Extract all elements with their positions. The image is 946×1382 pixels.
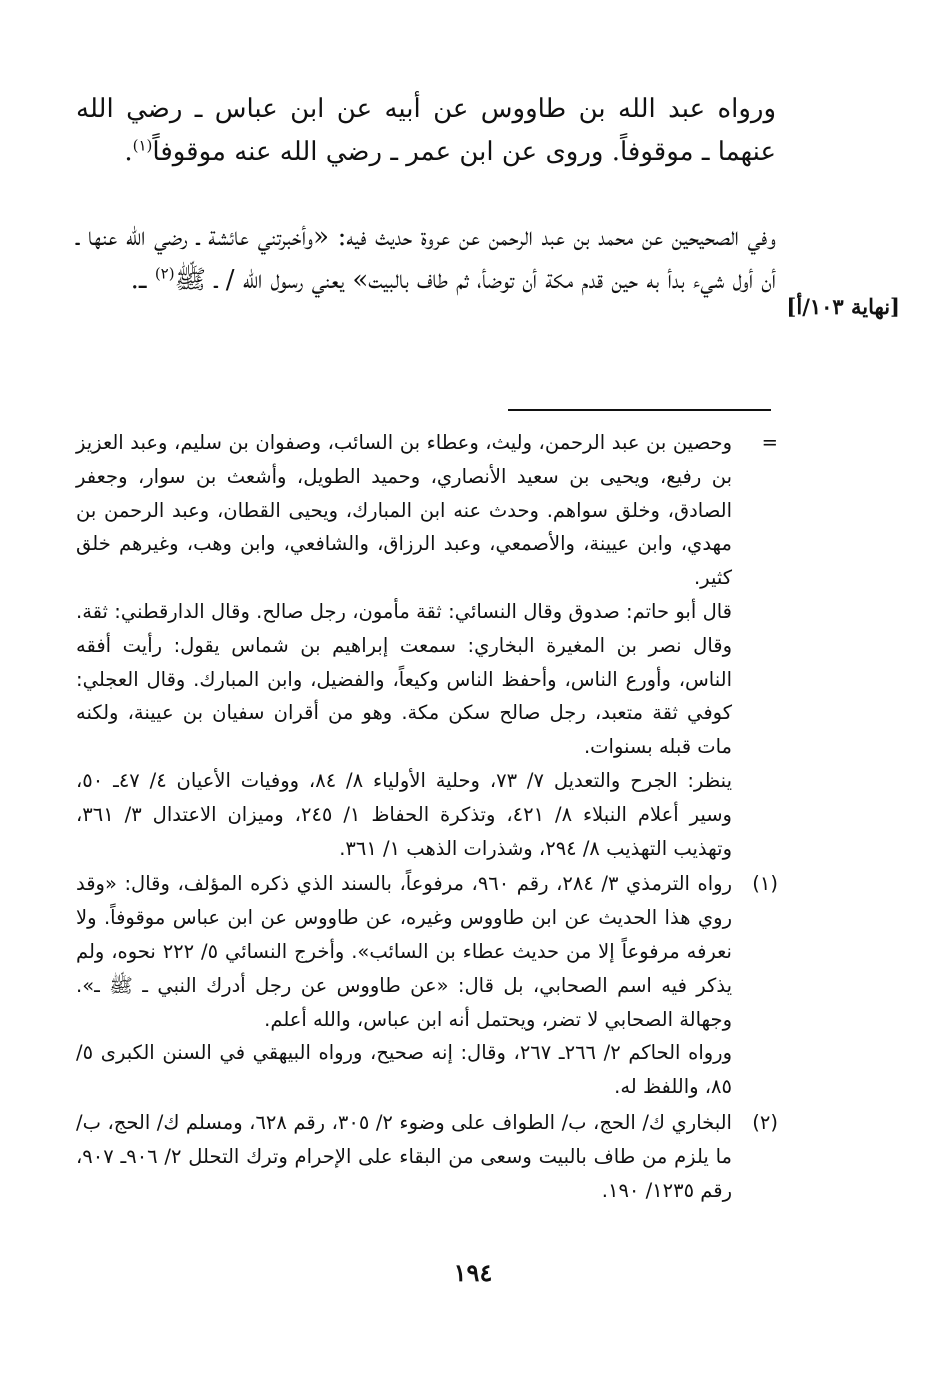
main-paragraph-2-end: ـ.: [130, 265, 155, 295]
margin-note: [نهاية ١٠٣/أ]: [786, 294, 900, 319]
main-paragraph-2: [76, 216, 776, 302]
footnote-ref-2[interactable]: (٢): [154, 264, 175, 283]
main-paragraph-1-text: ورواه عبد الله بن طاووس عن أبيه عن ابن عباس ـ رضي الله عنهما ـ موقوفاً. وروى عن ابن عمر ـ رضي الله عنه موقوفاً: [76, 94, 776, 167]
footnote-paragraph: رواه الترمذي ٣/ ٢٨٤، رقم ٩٦٠، مرفوعاً، بالسند الذي ذكره المؤلف، وقال: «وقد روي هذا الحديث عن ابن طاووس وغيره، عن طاووس عن ابن عباس موقوفاً. ولا نعرفه مرفوعاً إلا من حديث عطاء بن السائب». وأخرج النسائي ٥/ ٢٢٢ نحوه، ولم يذكر فيه اسم الصحابي، بل قال: «عن طاووس عن رجل أدرك النبي ـ ﷺ ـ». وجهالة الصحابي لا تضر، ويحتمل أنه ابن عباس، والله أعلم.: [76, 872, 732, 1031]
footnote-paragraph: البخاري ك/ الحج، ب/ الطواف على وضوء ٢/ ٣٠٥، رقم ٦٢٨، ومسلم ك/ الحج، ب/ ما يلزم من طاف بالبيت وسعى من البقاء على الإحرام وترك التحلل ٢/ ٩٠٦ـ ٩٠٧، رقم ١٢٣٥/ ١٩٠.: [76, 1110, 732, 1202]
footnote-paragraph: وحصين بن عبد الرحمن، وليث، وعطاء بن السائب، وصفوان بن سليم، وعبد العزيز بن رفيع، ويحيى بن سعيد الأنصاري، وحميد الطويل، وأشعث بن سوار، وجعفر الصادق، وخلق سواهم. وحدث عنه ابن المبارك، ويحيى القطان، وعبد الرحمن بن مهدي، وابن عيينة، والأصمعي، وعبد الرزاق، والشافعي، وابن وهب، وغيرهم خلق كثير.: [76, 431, 732, 590]
footnote-separator: [508, 409, 771, 411]
footnote-paragraph: ورواه الحاكم ٢/ ٢٦٦ـ ٢٦٧، وقال: إنه صحيح، ورواه البيهقي في السنن الكبرى ٥/ ٨٥، واللفظ له.: [76, 1041, 732, 1099]
footnote-body: [76, 426, 732, 865]
page-number: ١٩٤: [453, 1258, 493, 1287]
footnote-2: [76, 1106, 778, 1207]
footnotes: [76, 426, 778, 1207]
footnote-body: [76, 1106, 732, 1207]
main-paragraph-1: [76, 88, 776, 174]
main-paragraph-1-end: .: [124, 137, 133, 167]
footnote-paragraph: قال أبو حاتم: صدوق وقال النسائي: ثقة مأمون، رجل صالح. وقال الدارقطني: ثقة. وقال نصر بن المغيرة البخاري: سمعت إبراهيم بن شماس يقول: رأيت أفقه الناس، وأورع الناس، وأحفظ الناس وكيعاً، والفضيل، وابن المبارك. وقال العجلي: كوفي ثقة متعبد، رجل صالح سكن مكة. وهو من أقران سفيان بن عيينة، ولكنه مات قبله بسنوات.: [76, 599, 732, 759]
footnote-marker: (٢): [752, 1110, 778, 1134]
footnote-ref-1[interactable]: (١): [132, 136, 153, 155]
footnote-continuation: [76, 426, 778, 865]
footnote-body: [76, 867, 732, 1104]
footnote-marker: (١): [752, 872, 778, 896]
footnote-1: [76, 867, 778, 1104]
footnote-marker: =: [761, 431, 778, 454]
footnote-paragraph: ينظر: الجرح والتعديل ٧/ ٧٣، وحلية الأولياء ٨/ ٨٤، ووفيات الأعيان ٤/ ٤٧ـ ٥٠، وسير أعلام النبلاء ٨/ ٤٢١، وتذكرة الحفاظ ١/ ٢٤٥، وميزان الاعتدال ٣/ ٣٦١، وتهذيب التهذيب ٨/ ٢٩٤، وشذرات الذهب ١/ ٣٦١.: [76, 768, 732, 860]
main-paragraph-2-text: وفي الصحيحين عن محمد بن عبد الرحمن عن عروة حديث فيه: «وأخبرتني عائشة ـ رضي الله عنها ـ أن أول شيء بدأ به حين قدم مكة أن توضأ، ثم طاف بالبيت» يعني رسول الله / ـ ﷺ: [76, 222, 776, 295]
